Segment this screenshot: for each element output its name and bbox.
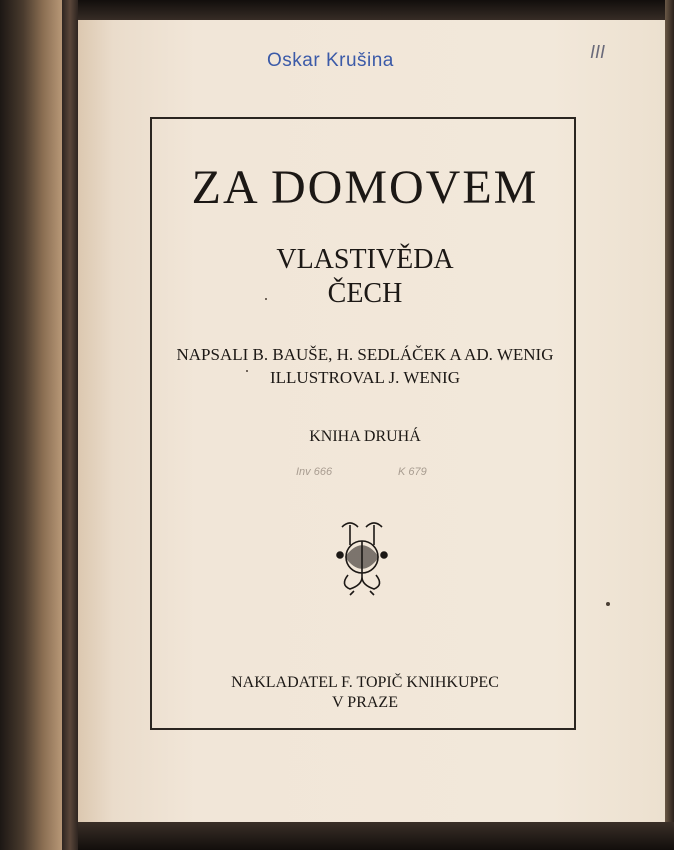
- place-line: V PRAZE: [332, 694, 398, 711]
- bottom-binding-edge: [78, 822, 674, 850]
- publisher-emblem-icon: [328, 515, 396, 597]
- page-edge: [665, 0, 674, 850]
- subtitle-line: VLASTIVĚDA: [276, 244, 454, 275]
- top-binding-edge: [78, 0, 674, 22]
- authors-line: NAPSALI B. BAUŠE, H. SEDLÁČEK A AD. WENIG: [176, 345, 554, 364]
- subtitle-line: ČECH: [327, 278, 403, 309]
- shelf-mark: III: [590, 42, 606, 62]
- owner-signature: Oskar Krušina: [267, 50, 394, 71]
- publisher-line: NAKLADATEL F. TOPIČ KNIHKUPEC: [231, 674, 499, 691]
- illustrator-line: ILLUSTROVAL J. WENIG: [270, 368, 460, 387]
- spine-shadow: [62, 0, 78, 850]
- paper-speck: [606, 602, 610, 606]
- publisher-imprint: [0, 673, 674, 713]
- pencil-note: K 679: [398, 466, 427, 478]
- book-title: ZA DOMOVEM: [191, 161, 539, 214]
- volume-label: KNIHA DRUHÁ: [309, 428, 421, 445]
- author-credits: [0, 343, 674, 389]
- book-subtitle: [0, 243, 674, 311]
- paper-speck: [265, 298, 267, 300]
- pencil-note: Inv 666: [296, 466, 333, 478]
- paper-speck: [246, 370, 248, 372]
